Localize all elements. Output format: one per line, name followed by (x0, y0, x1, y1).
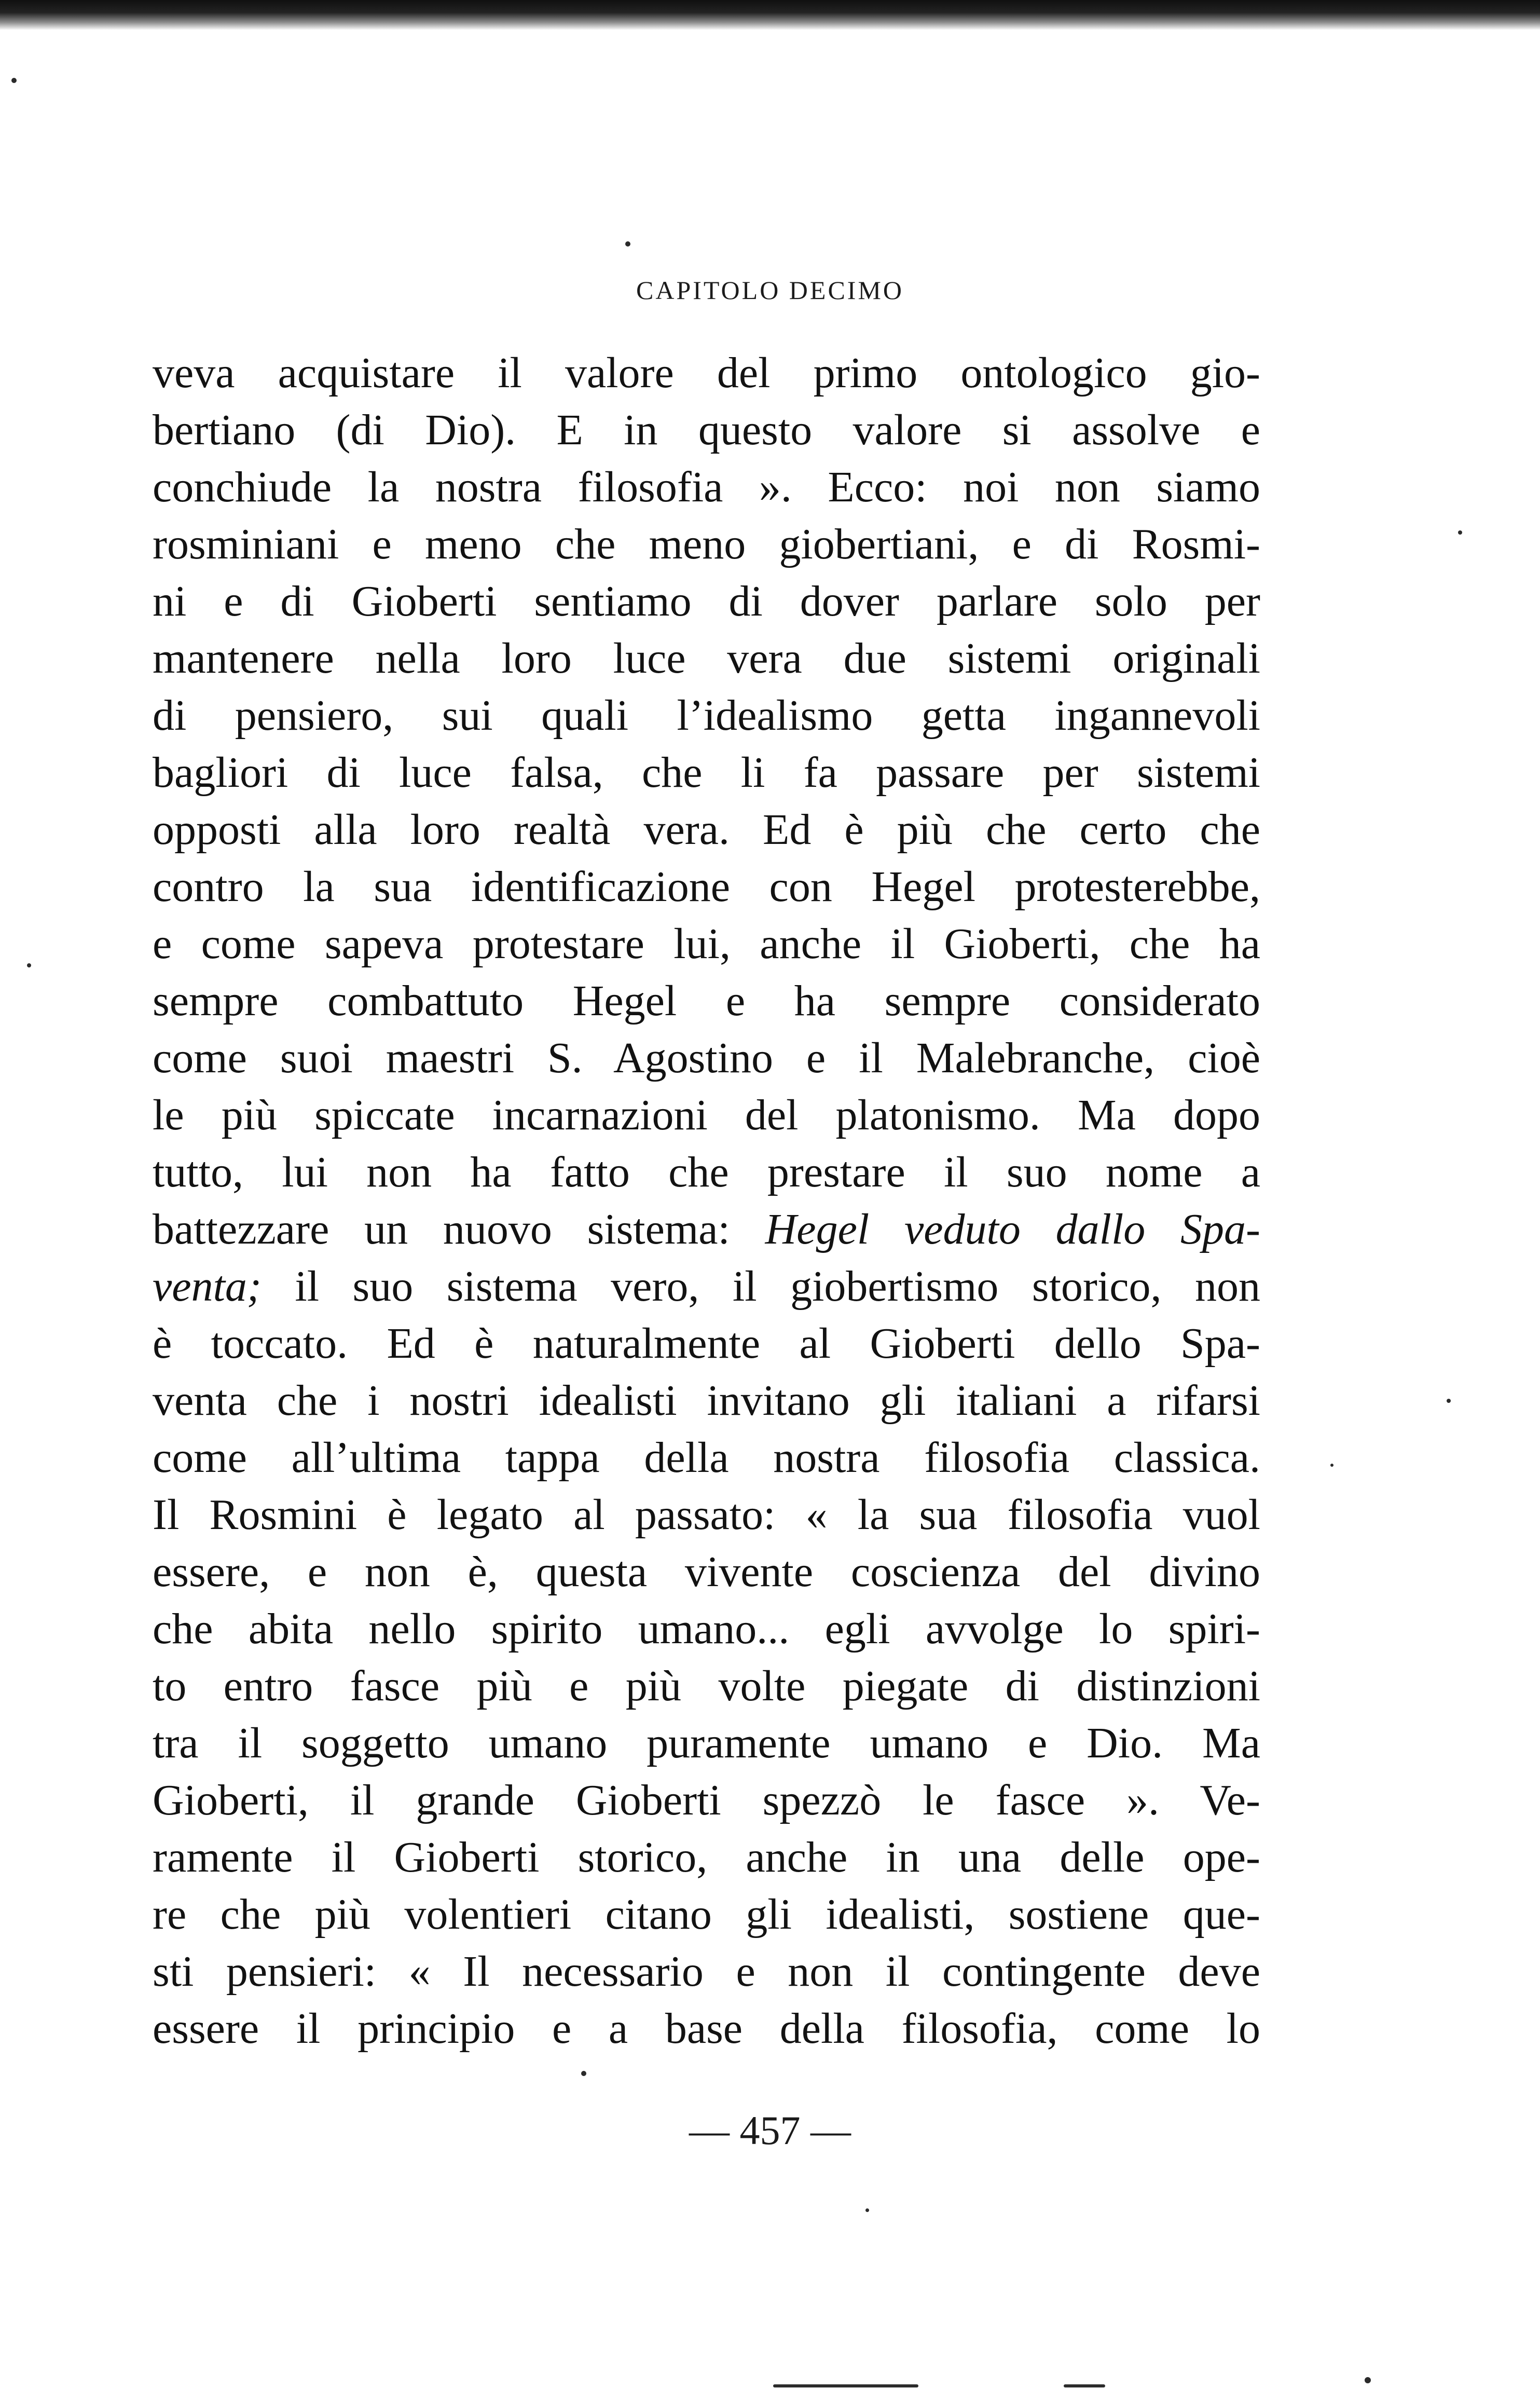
text-line-23: che abita nello spirito umano... egli avvolge lo spiri- (153, 1605, 1260, 1653)
text-line-8: bagliori di luce falsa, che li fa passare per sistemi (153, 748, 1260, 797)
text-line-14: le più spiccate incarnazioni del platonismo. Ma dopo (153, 1091, 1260, 1139)
text-line-26: Gioberti, il grande Gioberti spezzò le fasce ». Ve- (153, 1776, 1260, 1824)
text-line-5: ni e di Gioberti sentiamo di dover parlare solo per (153, 577, 1260, 625)
page-number: — 457 — (689, 2108, 851, 2153)
scan-bottom-mark (1064, 2384, 1105, 2387)
scan-speck (1330, 1464, 1333, 1467)
scan-speck (1447, 1399, 1451, 1403)
scan-bottom-mark (773, 2384, 918, 2387)
text-line-6: mantenere nella loro luce vera due sistemi originali (153, 634, 1260, 683)
scan-speck (581, 2071, 586, 2076)
text-line-20: come all’ultima tappa della nostra filosofia classica. (153, 1434, 1260, 1482)
text-line-9: opposti alla loro realtà vera. Ed è più che certo che (153, 806, 1260, 854)
text-line-4: rosminiani e meno che meno giobertiani, e di Rosmi- (153, 520, 1260, 568)
text-line-28: re che più volentieri citano gli idealisti, sostiene que- (153, 1890, 1260, 1939)
text-line-2: bertiano (di Dio). E in questo valore si assolve e (153, 406, 1260, 454)
running-head: CAPITOLO DECIMO (636, 276, 904, 305)
text-line-12: sempre combattuto Hegel e ha sempre considerato (153, 977, 1260, 1025)
text-line-7: di pensiero, sui quali l’idealismo getta ingannevoli (153, 691, 1260, 740)
text-line-15: tutto, lui non ha fatto che prestare il suo nome a (153, 1148, 1260, 1196)
text-line-18: è toccato. Ed è naturalmente al Gioberti dello Spa- (153, 1319, 1260, 1368)
text-line-24: to entro fasce più e più volte piegate di distinzioni (153, 1662, 1260, 1710)
text-line-1: veva acquistare il valore del primo ontologico gio- (153, 349, 1260, 397)
text-line-30: essere il principio e a base della filosofia, come lo (153, 2004, 1260, 2053)
text-line-22: essere, e non è, questa vivente coscienza del divino (153, 1548, 1260, 1596)
italic-title-part-1: Hegel veduto dallo Spa- (765, 1205, 1260, 1253)
text-line-25: tra il soggetto umano puramente umano e Dio. Ma (153, 1719, 1260, 1767)
scan-speck (27, 963, 31, 967)
text-line-16: battezzare un nuovo sistema: Hegel veduto dallo Spa- (153, 1205, 1260, 1253)
scan-top-edge (0, 0, 1540, 30)
text-line-11: e come sapeva protestare lui, anche il Gioberti, che ha (153, 920, 1260, 968)
text-line-17: venta; il suo sistema vero, il giobertismo storico, non (153, 1262, 1260, 1311)
scan-speck (1458, 530, 1462, 535)
scan-speck (1365, 2377, 1371, 2383)
text-line-13: come suoi maestri S. Agostino e il Malebranche, cioè (153, 1034, 1260, 1082)
scan-speck (625, 241, 630, 247)
italic-title-part-2: venta; (153, 1262, 262, 1311)
scan-speck (865, 2208, 869, 2212)
scan-speck (11, 78, 17, 83)
text-line-19: venta che i nostri idealisti invitano gli italiani a rifarsi (153, 1376, 1260, 1425)
text-line-27: ramente il Gioberti storico, anche in una delle ope- (153, 1833, 1260, 1881)
body-text (153, 345, 1260, 2057)
text-line-21: Il Rosmini è legato al passato: « la sua filosofia vuol (153, 1491, 1260, 1539)
text-line-3: conchiude la nostra filosofia ». Ecco: noi non siamo (153, 463, 1260, 511)
text-line-29: sti pensieri: « Il necessario e non il contingente deve (153, 1947, 1260, 1996)
text-line-10: contro la sua identificazione con Hegel protesterebbe, (153, 863, 1260, 911)
